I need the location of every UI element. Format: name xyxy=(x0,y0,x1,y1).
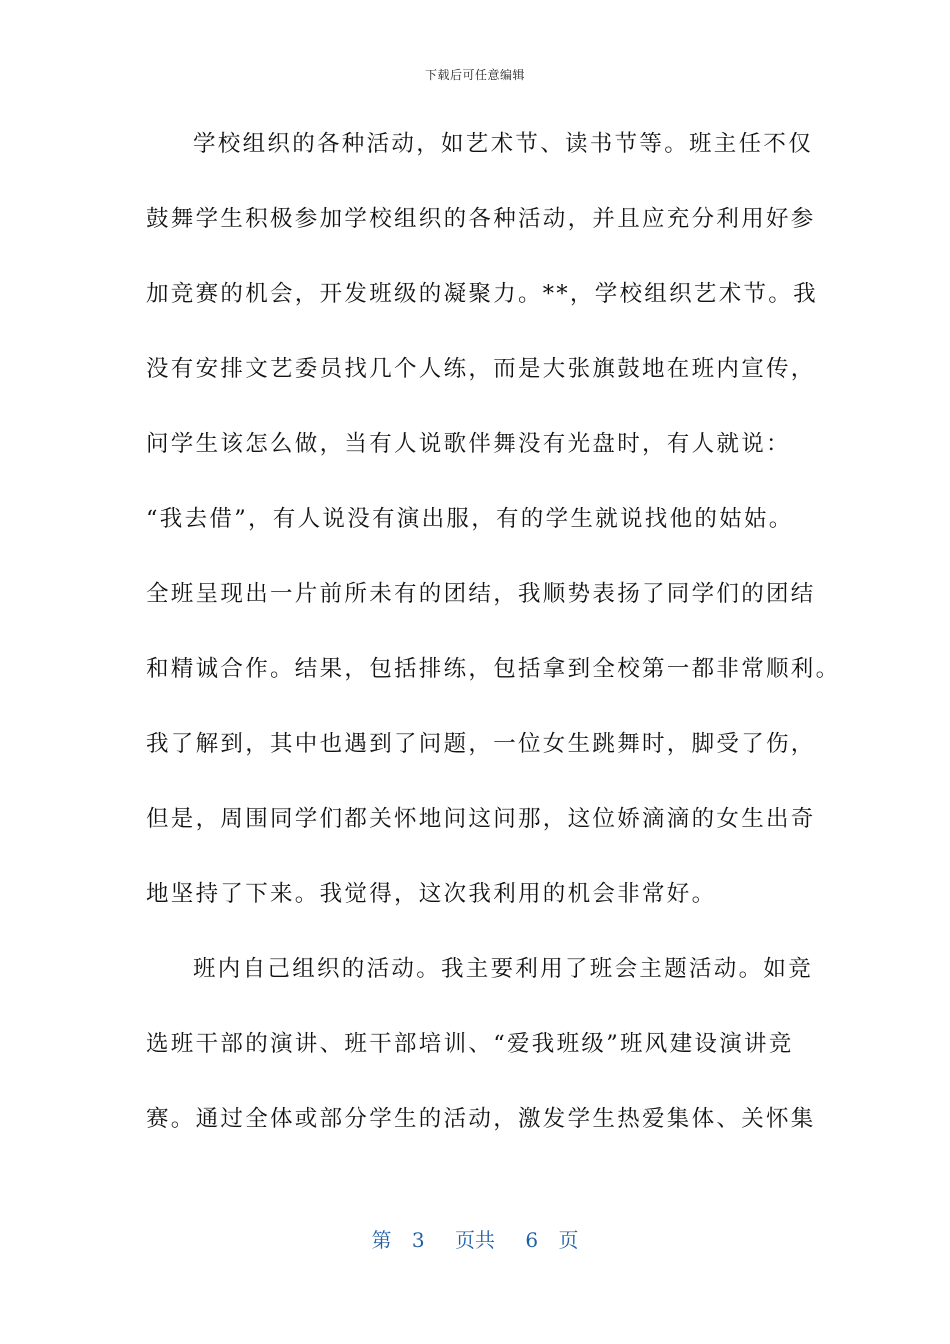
footer-suffix: 页 xyxy=(558,1228,579,1252)
footer-prefix: 第 xyxy=(371,1228,392,1252)
paragraph-line: 和精诚合作。结果，包括排练，包括拿到全校第一都非常顺利。 xyxy=(146,656,841,682)
paragraph-line: 全班呈现出一片前所未有的团结，我顺势表扬了同学们的团结 xyxy=(146,581,816,607)
paragraph-line: 地坚持了下来。我觉得，这次我利用的机会非常好。 xyxy=(146,881,717,907)
paragraph-line: 选班干部的演讲、班干部培训、“爱我班级”班风建设演讲竞 xyxy=(146,1031,794,1057)
paragraph-line: 加竞赛的机会，开发班级的凝聚力。**，学校组织艺术节。我 xyxy=(146,281,818,307)
body-text xyxy=(146,124,846,1174)
footer-current-page: 3 xyxy=(411,1228,425,1252)
paragraph-line: 我了解到，其中也遇到了问题，一位女生跳舞时，脚受了伤， xyxy=(146,731,816,757)
paragraph-line: 学校组织的各种活动，如艺术节、读书节等。班主任不仅 xyxy=(193,131,814,157)
footer-middle: 页共 xyxy=(455,1228,495,1252)
footer-total-pages: 6 xyxy=(525,1228,539,1252)
page-footer xyxy=(0,1224,950,1253)
paragraph-line: 问学生该怎么做，当有人说歌伴舞没有光盘时，有人就说： xyxy=(146,431,791,457)
paragraph-line: 赛。通过全体或部分学生的活动，激发学生热爱集体、关怀集 xyxy=(146,1106,816,1132)
paragraph-line: “我去借”，有人说没有演出服，有的学生就说找他的姑姑。 xyxy=(146,506,794,532)
paragraph-line: 班内自己组织的活动。我主要利用了班会主题活动。如竞 xyxy=(193,956,814,982)
header-note: 下载后可任意编辑 xyxy=(424,68,525,82)
paragraph-line: 但是，周围同学们都关怀地问这问那，这位娇滴滴的女生出奇 xyxy=(146,806,816,832)
paragraph-line: 鼓舞学生积极参加学校组织的各种活动，并且应充分利用好参 xyxy=(146,206,816,232)
paragraph-line: 没有安排文艺委员找几个人练，而是大张旗鼓地在班内宣传， xyxy=(146,356,816,382)
